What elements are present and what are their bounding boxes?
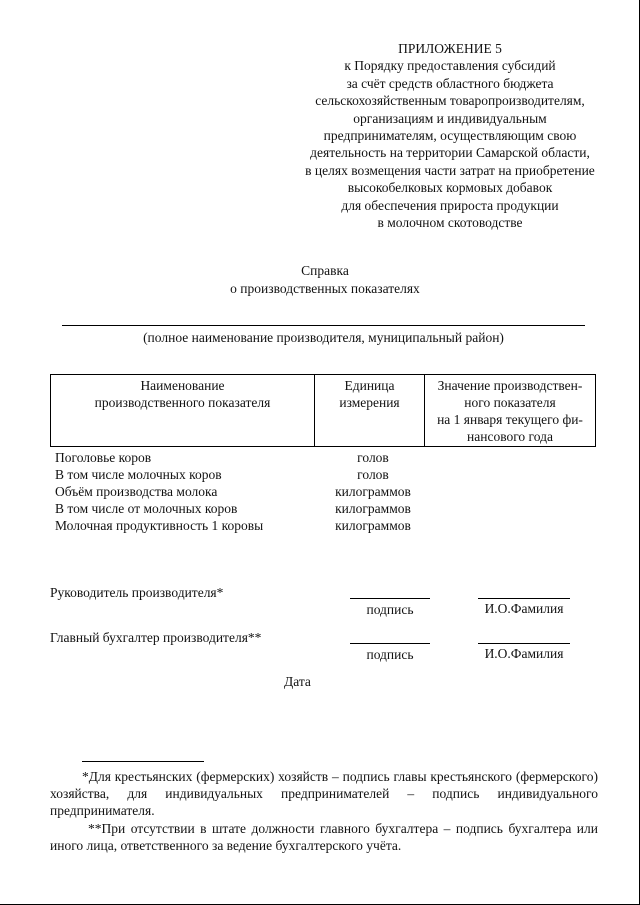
document-subtitle: о производственных показателях xyxy=(230,281,420,296)
column-header-value: Значение производствен- ного показателя на 1 января текущего фи- нансового года xyxy=(425,375,596,447)
accountant-label: Главный бухгалтер производителя** xyxy=(50,630,262,645)
annex-line: предпринимателям, осуществляющим свою xyxy=(323,128,577,144)
annex-line: высокобелковых кормовых добавок xyxy=(347,180,553,196)
indicator-name: Поголовье коров xyxy=(55,450,152,465)
accountant-name-caption: И.О.Фамилия xyxy=(484,646,564,661)
indicator-value[interactable] xyxy=(428,466,595,483)
annex-line: в целях возмещения части затрат на приобретение xyxy=(305,162,595,178)
annex-title: ПРИЛОЖЕНИЕ 5 xyxy=(398,41,502,56)
column-header-name: Наименование производственного показателя xyxy=(51,375,315,447)
annex-line: к Порядку предоставления субсидий xyxy=(344,58,556,74)
footnote-separator xyxy=(82,761,204,762)
accountant-signature-caption: подпись xyxy=(366,647,414,662)
indicator-unit: голов xyxy=(357,467,389,482)
indicator-value[interactable] xyxy=(428,449,595,466)
footnote-1: *Для крестьянских (фермерских) хозяйств – подпись главы крестьянского (фермерского) хозяйства, для индивидуальных предпринимателей – подпись индивидуального предпринимателя. xyxy=(50,769,598,818)
indicator-value[interactable] xyxy=(428,517,595,534)
document-title: Справка xyxy=(301,263,349,278)
indicator-name: В том числе от молочных коров xyxy=(55,501,238,516)
table-row xyxy=(55,449,595,467)
column-header-unit: Единица измерения xyxy=(315,375,425,447)
annex-line: за счёт средств областного бюджета xyxy=(346,75,554,91)
indicator-value[interactable] xyxy=(428,483,595,500)
annex-line: деятельность на территории Самарской области, xyxy=(310,145,590,161)
annex-header xyxy=(285,40,615,231)
date-label: Дата xyxy=(284,674,311,689)
indicator-name: Объём производства молока xyxy=(55,484,218,499)
table-row xyxy=(55,466,595,484)
table-row xyxy=(55,483,595,501)
head-name-line[interactable] xyxy=(478,598,570,599)
producer-name-line xyxy=(62,325,585,326)
head-signature-line[interactable] xyxy=(350,598,430,599)
indicator-value[interactable] xyxy=(428,500,595,517)
table-row xyxy=(55,500,595,518)
indicator-name: В том числе молочных коров xyxy=(55,467,222,482)
annex-line: в молочном скотоводстве xyxy=(377,215,523,231)
footnote-2: **При отсутствии в штате должности главного бухгалтера – подпись бухгалтера или иного лица, ответственного за ведение бухгалтерского учёта. xyxy=(50,821,598,853)
annex-line: сельскохозяйственным товаропроизводителям, xyxy=(315,93,585,109)
indicators-table-header xyxy=(50,374,596,447)
head-label: Руководитель производителя* xyxy=(50,585,224,600)
annex-line: организациям и индивидуальным xyxy=(353,110,547,126)
table-row xyxy=(55,517,595,535)
producer-caption: (полное наименование производителя, муниципальный район) xyxy=(143,330,504,345)
indicator-unit: килограммов xyxy=(335,484,411,499)
head-signature-caption: подпись xyxy=(366,602,414,617)
indicator-unit: голов xyxy=(357,450,389,465)
indicator-unit: килограммов xyxy=(335,501,411,516)
accountant-signature-line[interactable] xyxy=(350,643,430,644)
accountant-name-line[interactable] xyxy=(478,643,570,644)
indicator-unit: килограммов xyxy=(335,518,411,533)
head-name-caption: И.О.Фамилия xyxy=(484,601,564,616)
indicator-name: Молочная продуктивность 1 коровы xyxy=(55,518,264,533)
annex-line: для обеспечения прироста продукции xyxy=(341,197,559,213)
